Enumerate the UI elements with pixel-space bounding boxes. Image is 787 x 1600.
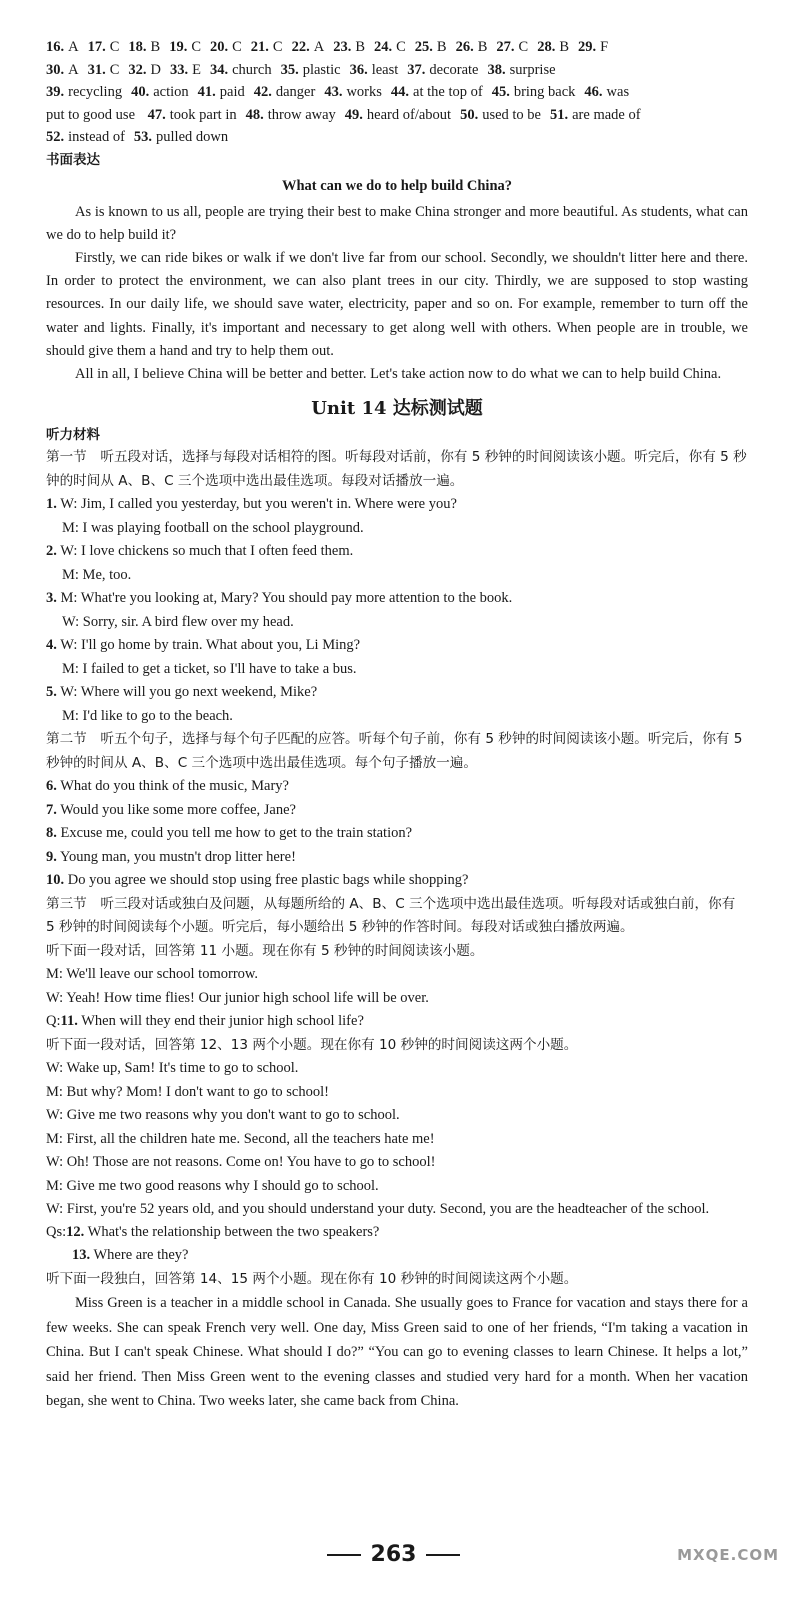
item-number: 1. <box>46 496 57 513</box>
answer-value: throw away <box>267 106 336 123</box>
unit-title: Unit 14 达标测试题 <box>311 398 483 420</box>
answer-value: was <box>606 84 630 100</box>
answer-number: 29. <box>577 39 597 55</box>
answer-item <box>46 81 122 104</box>
sentence-line <box>46 869 748 893</box>
question-text: What's the relationship between the two speakers? <box>87 1223 380 1240</box>
dialogue-line: M: I'd like to go to the beach. <box>62 707 233 724</box>
answer-value: instead of <box>68 129 125 145</box>
dialogue-text: W: Jim, I called you yesterday, but you weren't in. Where were you? <box>60 496 457 513</box>
answer-number: 42. <box>253 84 272 100</box>
answer-value: least <box>371 61 399 78</box>
dialogue-text: W: Where will you go next weekend, Mike? <box>60 684 318 701</box>
dialogue-line: M: Give me two good reasons why I should go to school. <box>46 1177 379 1194</box>
item-number: 13. <box>72 1247 91 1264</box>
answer-number: 35. <box>280 61 299 78</box>
answer-number: 22. <box>291 39 310 55</box>
item-number: 10. <box>46 872 65 889</box>
answer-value: heard of/about <box>366 106 452 123</box>
sentence-text: Would you like some more coffee, Jane? <box>60 801 296 818</box>
answer-number: 53. <box>133 129 153 145</box>
answer-item <box>170 59 201 82</box>
answer-number: 26. <box>455 39 474 55</box>
answer-item <box>46 36 79 59</box>
answer-item <box>198 81 245 104</box>
answer-number: 16. <box>46 39 65 55</box>
answer-number: 45. <box>491 84 510 100</box>
question-line <box>46 1221 748 1245</box>
answer-lead: put to good use <box>46 106 136 123</box>
item-number: 2. <box>46 543 57 560</box>
sentence-text: Young man, you mustn't drop litter here! <box>59 848 296 865</box>
dialogue-text: W: I'll go home by train. What about you, Li Ming? <box>60 637 361 654</box>
answer-number: 20. <box>210 39 229 55</box>
answer-value: A <box>68 39 79 55</box>
answer-number: 30. <box>46 61 65 78</box>
page-footer <box>0 1542 787 1567</box>
answer-item <box>128 59 161 82</box>
answer-number: 39. <box>46 84 65 100</box>
question-text: When will they end their junior high school life? <box>81 1013 364 1030</box>
answer-value: F <box>600 39 609 55</box>
dialogue-line: W: Wake up, Sam! It's time to go to school. <box>46 1060 299 1077</box>
answer-number: 44. <box>390 84 410 100</box>
answer-value: at the top of <box>413 84 483 100</box>
dialogue-line: M: I failed to get a ticket, so I'll have to take a bus. <box>62 660 357 677</box>
question-intro: 听下面一段对话，回答第 11 小题。现在你有 5 秒钟的时间阅读该小题。 <box>46 942 484 959</box>
answer-number: 46. <box>584 84 603 100</box>
answer-value: works <box>346 84 382 100</box>
answer-row <box>46 126 748 149</box>
essay-paragraph: Firstly, we can ride bikes or walk if we don't live far from our school. Secondly, we shouldn't litter here and there. In order to protect the environment, we can also plant trees in our city. Thirdly, we are supposed to stop wasting resources. In our daily life, we should save water, electricity, paper and so on. For example, remember to turn off the water and lights. Finally, it's important and necessary to get along well with others. When people are in trouble, we should give them a hand and try to help them out. <box>46 249 748 359</box>
page-number: 263 <box>370 1542 417 1567</box>
answer-value: A <box>68 61 79 78</box>
dialogue-line: M: Me, too. <box>62 566 132 583</box>
answer-value: E <box>192 61 201 78</box>
dialogue-block <box>46 1057 748 1198</box>
answer-number: 17. <box>87 39 106 55</box>
answer-value: C <box>518 39 529 55</box>
answer-item <box>281 59 341 82</box>
answer-value: C <box>396 39 406 55</box>
answer-number: 50. <box>460 106 479 123</box>
answer-item <box>210 36 242 59</box>
answer-number: 41. <box>197 84 216 100</box>
section-intro: 第一节 听五段对话，选择与每段对话相符的图。听每段对话前，你有 5 秒钟的时间阅读该小题。听完后，你有 5 秒钟的时间从 A、B、C 三个选项中选出最佳选项。每段对话播放一遍。 <box>46 449 747 489</box>
answer-item <box>374 36 406 59</box>
essay-title: What can we do to help build China? <box>281 177 513 194</box>
answer-number: 23. <box>333 39 352 55</box>
sentence-line <box>46 822 748 846</box>
answer-value: decorate <box>429 61 479 78</box>
answer-number: 27. <box>496 39 515 55</box>
answer-value: paid <box>219 84 245 100</box>
answer-item <box>210 59 272 82</box>
answer-number: 43. <box>324 84 343 100</box>
answer-value: bring back <box>513 84 576 100</box>
writing-heading: 书面表达 <box>46 151 100 168</box>
item-number: 8. <box>46 825 57 842</box>
listening-heading: 听力材料 <box>46 427 100 444</box>
essay-paragraph: As is known to us all, people are trying their best to make China stronger and more beautiful. As students, what can we do to help build it? <box>46 203 748 243</box>
dialogue-line <box>46 634 748 658</box>
answer-item <box>46 59 79 82</box>
answer-value: C <box>109 39 120 55</box>
answer-value: C <box>232 39 242 55</box>
answer-value: C <box>109 61 120 78</box>
dialogue-line <box>46 587 748 611</box>
question-line <box>46 1010 748 1034</box>
monologue-paragraph: Miss Green is a teacher in a middle school in Canada. She usually goes to France for vacation and stays there for a few weeks. She can speak French very well. One day, Miss Green said to one of her friends, “I'm taking a vacation in China. But I can't speak Chinese. What should I do?” “You can go to evening classes to learn Chinese. It helps a lot,” said her friend. Then Miss Green went to the evening classes and studied very hard for a month. When her vacation began, she went to China. Two weeks later, she came back from China. <box>46 1295 748 1410</box>
sentence-line <box>46 775 748 799</box>
answer-value: action <box>153 84 189 100</box>
answer-value: took part in <box>169 106 237 123</box>
answer-value: danger <box>275 84 316 100</box>
answer-value: plastic <box>302 61 341 78</box>
answer-number: 38. <box>487 61 506 78</box>
dialogue-line: W: Yeah! How time flies! Our junior high school life will be over. <box>46 989 429 1006</box>
answer-item <box>456 36 488 59</box>
answer-item <box>584 81 629 104</box>
question-line <box>46 1244 748 1268</box>
answer-number: 24. <box>374 39 393 55</box>
answer-row <box>46 104 748 127</box>
answer-item <box>246 104 336 127</box>
item-number: 7. <box>46 801 57 818</box>
item-number: 9. <box>46 848 57 865</box>
answer-value: A <box>313 39 325 55</box>
essay-paragraph: All in all, I believe China will be better and better. Let's take action now to do what we can to help build China. <box>75 365 722 382</box>
answer-value: B <box>150 39 161 55</box>
answer-number: 40. <box>131 84 150 100</box>
dialogue-line <box>46 493 748 517</box>
answer-item <box>537 36 569 59</box>
answer-number: 51. <box>550 106 569 123</box>
dialogue-line: W: First, you're 52 years old, and you should understand your duty. Second, you are the headteacher of the school. <box>46 1201 710 1218</box>
answer-number: 31. <box>87 61 106 78</box>
answer-item <box>550 104 641 127</box>
item-number: 5. <box>46 684 57 701</box>
answer-value: B <box>477 39 488 55</box>
answer-value: are made of <box>572 106 641 123</box>
sentence-text: What do you think of the music, Mary? <box>60 778 289 795</box>
item-number: 3. <box>46 590 57 607</box>
answer-item <box>254 81 316 104</box>
answer-number: 37. <box>407 61 426 78</box>
answer-item <box>345 104 451 127</box>
answer-number: 25. <box>414 39 433 55</box>
answer-item <box>492 81 576 104</box>
answer-number: 32. <box>128 61 147 78</box>
dialogue-line: M: First, all the children hate me. Second, all the teachers hate me! <box>46 1130 435 1147</box>
item-number: 6. <box>46 778 57 795</box>
watermark: MXQE.COM <box>677 1546 779 1564</box>
answer-value: C <box>272 39 283 55</box>
answer-number: 52. <box>46 129 65 145</box>
dialogue-line: M: But why? Mom! I don't want to go to school! <box>46 1083 329 1100</box>
answer-value: recycling <box>68 84 123 100</box>
page-content <box>46 36 748 1414</box>
answer-value: B <box>436 39 447 55</box>
answer-number: 33. <box>170 61 189 78</box>
question-prefix: Q: <box>46 1013 61 1030</box>
question-intro: 听下面一段对话，回答第 12、13 两个小题。现在你有 10 秒钟的时间阅读这两个小题。 <box>46 1036 578 1053</box>
dialogue-line: M: I was playing football on the school playground. <box>62 519 364 536</box>
answer-item <box>333 36 365 59</box>
answer-item <box>460 104 541 127</box>
dialogue-line: W: Sorry, sir. A bird flew over my head. <box>62 613 294 630</box>
answer-item <box>391 81 483 104</box>
answer-item <box>324 81 382 104</box>
answer-value: pulled down <box>156 129 229 145</box>
item-number: 4. <box>46 637 57 654</box>
answer-number: 19. <box>169 39 188 55</box>
answer-item <box>88 36 120 59</box>
answer-value: B <box>559 39 569 55</box>
question-text: Where are they? <box>93 1247 189 1264</box>
sentence-text: Do you agree we should stop using free plastic bags while shopping? <box>67 872 469 889</box>
answer-value: surprise <box>509 61 556 78</box>
question-intro: 听下面一段独白，回答第 14、15 两个小题。现在你有 10 秒钟的时间阅读这两个小题。 <box>46 1270 578 1287</box>
answer-number: 18. <box>128 39 147 55</box>
answer-value: used to be <box>482 106 541 123</box>
answer-item <box>131 81 189 104</box>
dialogue-line: W: Give me two reasons why you don't want to go to school. <box>46 1107 400 1124</box>
answer-item <box>407 59 478 82</box>
dialogue-line <box>46 681 748 705</box>
answer-value: C <box>191 39 201 55</box>
answer-number: 48. <box>245 106 264 123</box>
section-intro: 第三节 听三段对话或独白及问题，从每题所给的 A、B、C 三个选项中选出最佳选项。听每段对话或独白前，你有 5 秒钟的时间阅读每个小题。听完后，每小题给出 5 秒钟的作答时间。每段对话或独白播放两遍。 <box>46 895 736 936</box>
answer-item <box>578 36 608 59</box>
answer-item <box>148 104 237 127</box>
section-intro: 第二节 听五个句子，选择与每个句子匹配的应答。听每个句子前，你有 5 秒钟的时间阅读该小题。听完后，你有 5 秒钟的时间从 A、B、C 三个选项中选出最佳选项。每个句子播放一遍。 <box>46 731 743 771</box>
dialogue-text: M: What're you looking at, Mary? You should pay more attention to the book. <box>60 590 513 607</box>
answer-number: 47. <box>147 106 166 123</box>
answer-value: church <box>232 61 272 78</box>
answer-number: 36. <box>349 61 368 78</box>
dialogue-line: W: Oh! Those are not reasons. Come on! You have to go to school! <box>46 1154 436 1171</box>
answer-item <box>169 36 201 59</box>
answer-item <box>88 59 120 82</box>
answer-number: 34. <box>210 61 229 78</box>
dialogue-text: W: I love chickens so much that I often feed them. <box>60 543 354 560</box>
answer-item <box>350 59 399 82</box>
answer-item <box>415 36 447 59</box>
sentence-line <box>46 799 748 823</box>
answer-item <box>488 59 556 82</box>
sentence-text: Excuse me, could you tell me how to get to the train station? <box>60 825 413 842</box>
answer-number: 21. <box>250 39 269 55</box>
answer-row <box>46 81 748 104</box>
question-prefix: Qs: <box>46 1223 67 1240</box>
answer-item <box>134 126 228 149</box>
dialogue-line: M: We'll leave our school tomorrow. <box>46 966 259 983</box>
answer-value: B <box>355 39 365 55</box>
item-number: 11. <box>60 1013 78 1030</box>
answer-number: 49. <box>344 106 363 123</box>
answer-item <box>251 36 283 59</box>
footer-dash <box>327 1554 361 1556</box>
answer-row <box>46 36 748 59</box>
answer-item <box>128 36 160 59</box>
item-number: 12. <box>66 1223 85 1240</box>
answer-item <box>292 36 325 59</box>
footer-dash <box>426 1554 460 1556</box>
answer-value: D <box>150 61 162 78</box>
sentence-line <box>46 846 748 870</box>
answer-item <box>46 126 125 149</box>
dialogue-line <box>46 540 748 564</box>
answer-row <box>46 59 748 82</box>
answer-number: 28. <box>537 39 556 55</box>
answer-item <box>496 36 528 59</box>
